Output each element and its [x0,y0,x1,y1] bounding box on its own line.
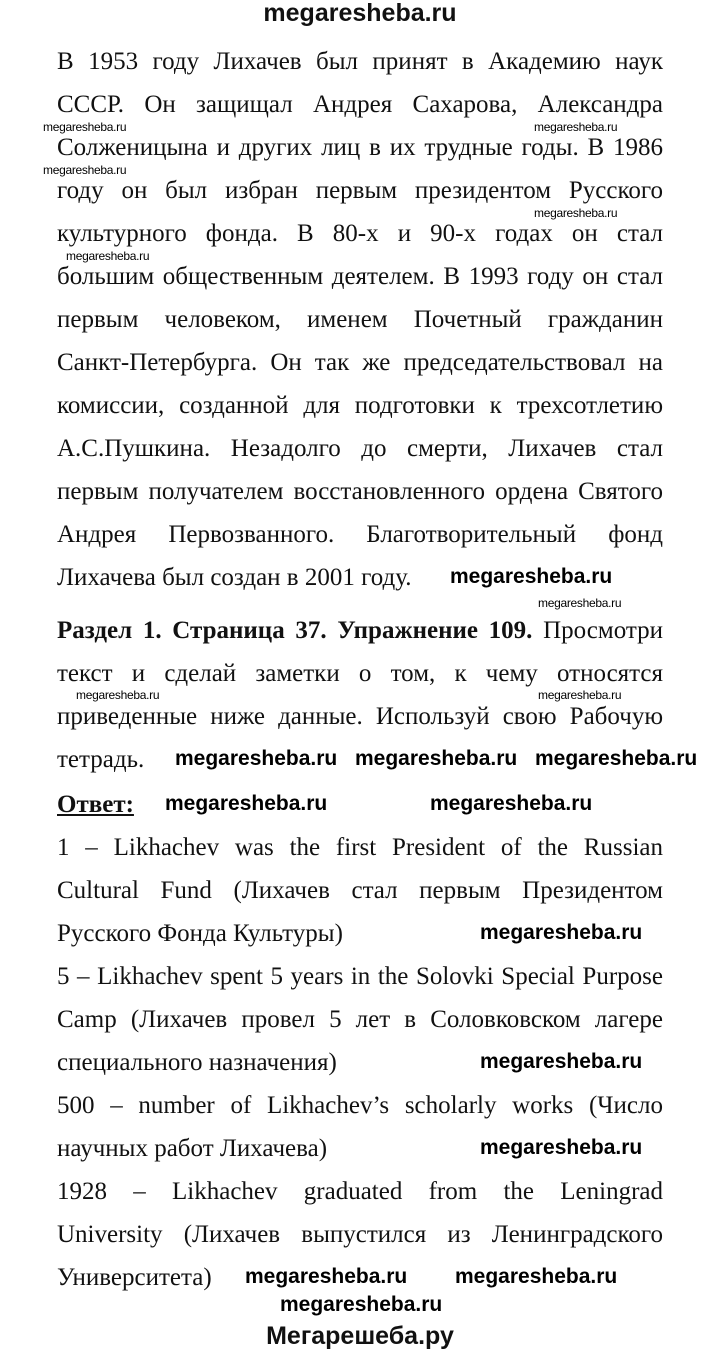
watermark: megaresheba.ru [450,565,613,588]
watermark: megaresheba.ru [480,921,643,944]
text-line: приведенные ниже данные. Используй свою Рабочую [57,702,663,730]
task-heading: Раздел 1. Страница 37. Упражнение 109. [57,616,533,644]
watermark: megaresheba.ru [175,747,338,770]
task-text: Просмотри [532,616,664,644]
text-line: СССР. Он защищал Андрея Сахарова, Александра [57,90,663,118]
text-line: Санкт-Петербурга. Он так же председательствовал на [57,348,663,376]
text-line: комиссии, созданной для подготовки к трехсотлетию [57,391,663,419]
answer-label: Ответ: [57,790,134,818]
answer-line: специального назначения) [57,1048,337,1076]
answer-line: 1928 – Likhachev graduated from the Leningrad [57,1177,663,1205]
watermark: megaresheba.ru [165,792,328,815]
watermark: megaresheba.ru [538,688,622,702]
watermark: megaresheba.ru [480,1136,643,1159]
watermark: megaresheba.ru [535,747,698,770]
answer-line: научных работ Лихачева) [57,1134,328,1162]
answer-line: 500 – number of Likhachev’s scholarly works (Число [57,1091,663,1119]
text-line: первым человеком, именем Почетный гражданин [57,305,663,333]
text-line: тетрадь. [57,745,145,773]
watermark: megaresheba.ru [43,120,127,134]
watermark: megaresheba.ru [245,1265,408,1288]
text-line: А.С.Пушкина. Незадолго до смерти, Лихачев стал [57,434,663,462]
document-body [57,49,663,1308]
answer-line: Cultural Fund (Лихачев стал первым Президентом [57,876,663,904]
watermark: megaresheba.ru [43,163,127,177]
watermark: megaresheba.ru [538,596,622,610]
watermark: megaresheba.ru [280,1293,443,1316]
text-line: текст и сделай заметки о том, к чему относятся [57,659,663,687]
text-line: Солженицына и других лиц в их трудные годы. В 1986 [57,133,663,161]
text-line: году он был избран первым президентом Русского [57,176,663,204]
answer-line: Camp (Лихачев провел 5 лет в Соловковском лагере [57,1005,663,1033]
watermark: megaresheba.ru [534,206,618,220]
watermark: megaresheba.ru [480,1050,643,1073]
watermark: megaresheba.ru [66,249,150,263]
text-line: первым получателем восстановленного ордена Святого [57,477,663,505]
site-header: megaresheba.ru [263,0,457,27]
answer-line: University (Лихачев выпустился из Ленинградского [57,1220,663,1248]
text-line: Лихачева был создан в 2001 году. [57,563,412,591]
answer-line: Русского Фонда Культуры) [57,919,343,947]
site-footer: Мегарешеба.ру [266,1322,454,1350]
answer-line: 5 – Likhachev spent 5 years in the Solovki Special Purpose [57,962,663,990]
watermark: megaresheba.ru [76,688,160,702]
text-line: Андрея Первозванного. Благотворительный фонд [57,520,663,548]
answer-line: 1 – Likhachev was the first President of the Russian [57,833,663,861]
text-line: культурного фонда. В 80-х и 90-х годах он стал [57,219,663,247]
watermark: megaresheba.ru [534,120,618,134]
watermark: megaresheba.ru [455,1265,618,1288]
text-line: большим общественным деятелем. В 1993 году он стал [57,262,663,290]
text-line [57,618,663,644]
text-line: В 1953 году Лихачев был принят в Академию наук [57,47,663,75]
answer-line: Университета) [57,1263,212,1291]
watermark: megaresheba.ru [430,792,593,815]
watermark: megaresheba.ru [355,747,518,770]
